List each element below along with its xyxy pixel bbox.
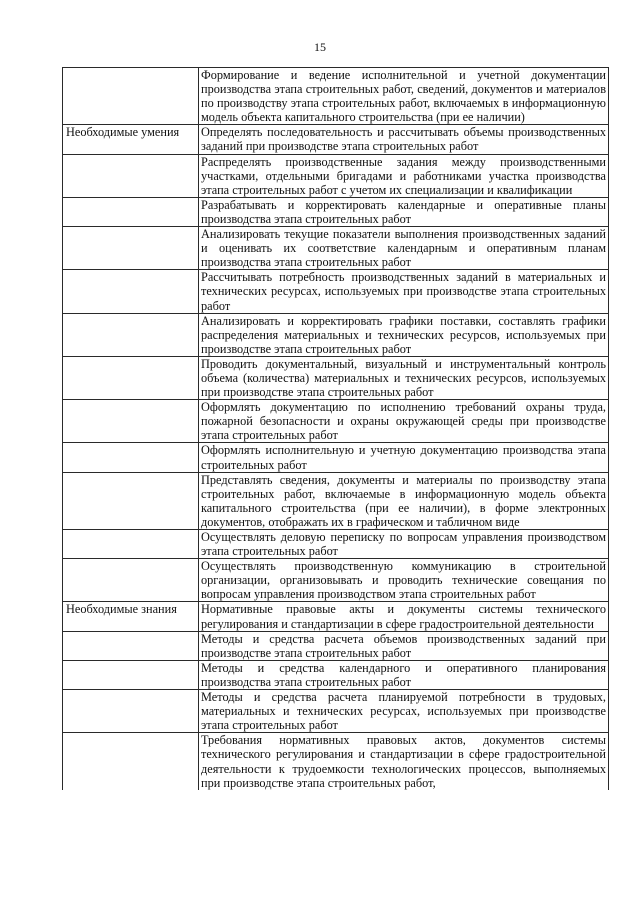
table-row xyxy=(63,356,609,399)
table-row xyxy=(63,733,609,790)
table-row xyxy=(63,125,609,154)
table-row xyxy=(63,227,609,270)
table-row xyxy=(63,559,609,602)
table-row xyxy=(63,400,609,443)
row-label: Необходимые знания xyxy=(63,602,199,631)
row-text: Анализировать текущие показатели выполнения производственных заданий и оценивать их соответствие календарным и оперативным планам производства этапа строительных работ xyxy=(199,227,609,270)
row-label xyxy=(63,154,199,197)
row-text: Осуществлять производственную коммуникацию в строительной организации, организовывать и проводить технические совещания по вопросам управления производством этапа строительных работ xyxy=(199,559,609,602)
row-label xyxy=(63,313,199,356)
row-label xyxy=(63,530,199,559)
table-row xyxy=(63,472,609,529)
row-text: Нормативные правовые акты и документы системы технического регулирования и стандартизации в сфере градостроительной деятельности xyxy=(199,602,609,631)
row-text: Представлять сведения, документы и материалы по производству этапа строительных работ, включаемые в информационную модель объекта капитального строительства (при ее наличии), в форме электронных документов, отображать их в графическом и табличном виде xyxy=(199,472,609,529)
row-text: Разрабатывать и корректировать календарные и оперативные планы производства этапа строительных работ xyxy=(199,197,609,226)
row-text: Формирование и ведение исполнительной и учетной документации производства этапа строительных работ, сведений, документов и материалов по производству этапа строительных работ, включаемых в информационную модель объекта капитального строительства (при ее наличии) xyxy=(199,68,609,125)
row-label xyxy=(63,733,199,790)
table-row xyxy=(63,154,609,197)
row-label xyxy=(63,356,199,399)
table-row xyxy=(63,631,609,660)
row-text: Методы и средства календарного и оперативного планирования производства этапа строительных работ xyxy=(199,660,609,689)
row-text: Осуществлять деловую переписку по вопросам управления производством этапа строительных работ xyxy=(199,530,609,559)
row-text: Методы и средства расчета объемов производственных заданий при производстве этапа строительных работ xyxy=(199,631,609,660)
row-label xyxy=(63,400,199,443)
row-text: Определять последовательность и рассчитывать объемы производственных заданий при производстве этапа строительных работ xyxy=(199,125,609,154)
row-label xyxy=(63,197,199,226)
table-row xyxy=(63,313,609,356)
table-row xyxy=(63,690,609,733)
row-label xyxy=(63,690,199,733)
table-row xyxy=(63,660,609,689)
row-label xyxy=(63,68,199,125)
row-text: Распределять производственные задания между производственными участками, отдельными бригадами и работниками участка производства этапа строительных работ с учетом их специализации и квалификации xyxy=(199,154,609,197)
page-number: 15 xyxy=(314,40,326,54)
table-row xyxy=(63,443,609,472)
row-label xyxy=(63,472,199,529)
row-text: Требования нормативных правовых актов, документов системы технического регулирования и стандартизации в сфере градостроительной деятельности к трудоемкости технологических процессов, выполняемых при производстве этапа строительных работ, xyxy=(199,733,609,790)
row-label xyxy=(63,270,199,313)
row-text: Оформлять документацию по исполнению требований охраны труда, пожарной безопасности и охраны окружающей среды при производстве этапа строительных работ xyxy=(199,400,609,443)
row-label xyxy=(63,443,199,472)
row-label: Необходимые умения xyxy=(63,125,199,154)
table-row xyxy=(63,68,609,125)
row-text: Оформлять исполнительную и учетную документацию производства этапа строительных работ xyxy=(199,443,609,472)
row-label xyxy=(63,660,199,689)
row-text: Методы и средства расчета планируемой потребности в трудовых, материальных и технических ресурсах, используемых при производстве этапа строительных работ xyxy=(199,690,609,733)
table-row xyxy=(63,530,609,559)
row-label xyxy=(63,227,199,270)
requirements-table xyxy=(62,67,609,790)
table-row xyxy=(63,197,609,226)
row-text: Анализировать и корректировать графики поставки, составлять графики распределения материальных и технических ресурсов, используемых при производстве этапа строительных работ xyxy=(199,313,609,356)
table-row xyxy=(63,270,609,313)
row-text: Рассчитывать потребность производственных заданий в материальных и технических ресурсах, используемых при производстве этапа строительных работ xyxy=(199,270,609,313)
table-row xyxy=(63,602,609,631)
row-text: Проводить документальный, визуальный и инструментальный контроль объема (количества) материальных и технических ресурсов, используемых при производстве этапа строительных работ xyxy=(199,356,609,399)
row-label xyxy=(63,559,199,602)
row-label xyxy=(63,631,199,660)
